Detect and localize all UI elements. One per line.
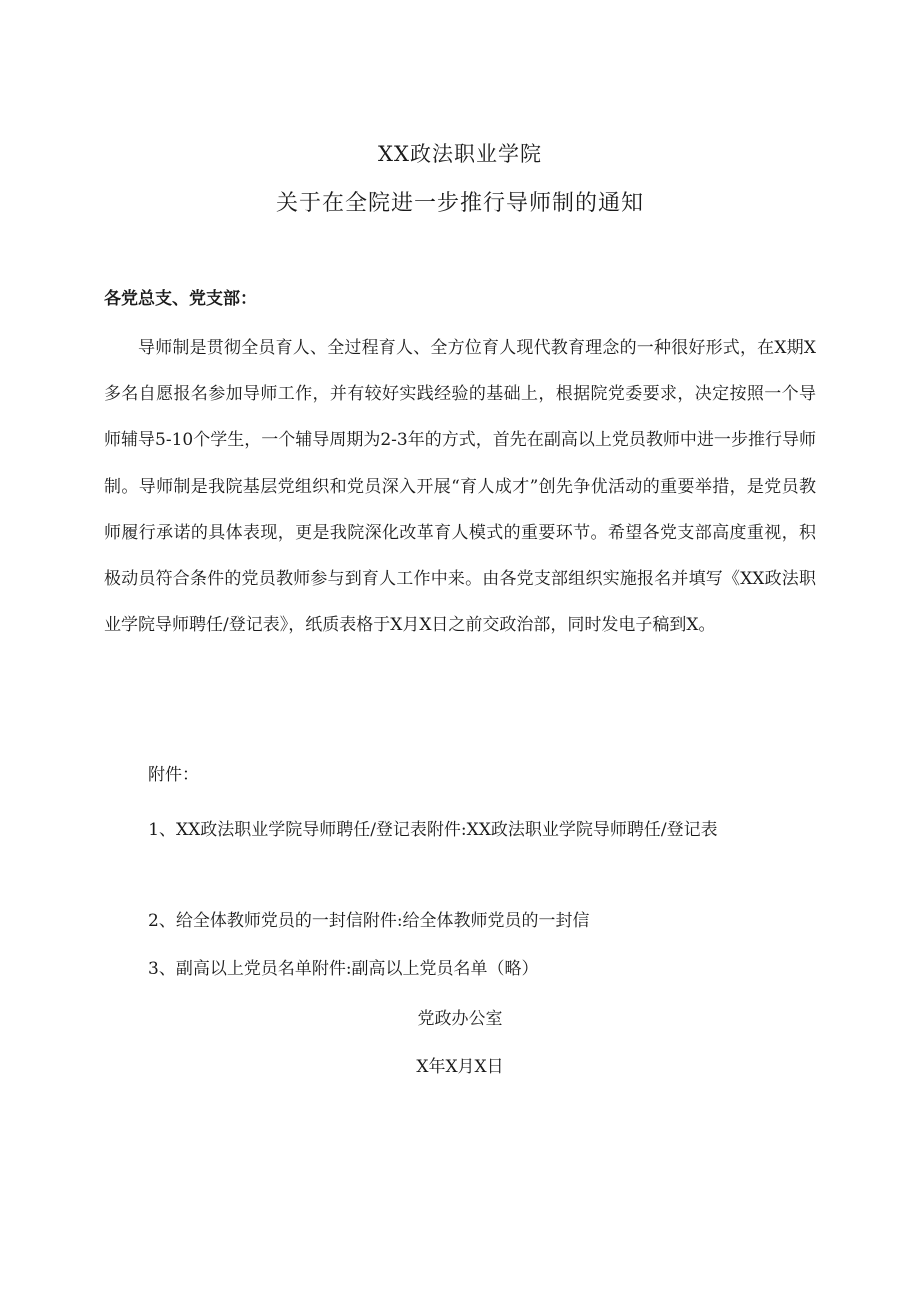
attachment-item-2: 2、给全体教师党员的一封信附件:给全体教师党员的一封信 xyxy=(148,911,590,931)
attachment-item-3: 3、副高以上党员名单附件:副高以上党员名单（略） xyxy=(148,959,539,979)
issuer-signature: 党政办公室 xyxy=(417,1009,503,1029)
salutation: 各党总支、党支部： xyxy=(104,289,257,309)
document-title-notice: 关于在全院进一步推行导师制的通知 xyxy=(275,191,644,216)
issue-date: X年X月X日 xyxy=(416,1057,504,1077)
attachments-label: 附件： xyxy=(148,765,199,785)
document-title-institution: XX政法职业学院 xyxy=(378,142,542,166)
attachment-item-1: 1、XX政法职业学院导师聘任/登记表附件:XX政法职业学院导师聘任/登记表 xyxy=(148,820,718,840)
body-paragraph: 导师制是贯彻全员育人、全过程育人、全方位育人现代教育理念的一种很好形式，在X期X多名自愿报名参加导师工作，并有较好实践经验的基础上，根据院党委要求，决定按照一个导师辅导5-10个学生，一个辅导周期为2-3年的方式，首先在副高以上党员教师中进一步推行导师制。导师制是我院基层党组织和党员深入开展“育人成才”创先争优活动的重要举措，是党员教师履行承诺的具体表现，更是我院深化改革育人模式的重要环节。希望各党支部高度重视，积极动员符合条件的党员教师参与到育人工作中来。由各党支部组织实施报名并填写《XX政法职业学院导师聘任/登记表》，纸质表格于X月X日之前交政治部，同时发电子稿到X。 xyxy=(104,338,816,636)
